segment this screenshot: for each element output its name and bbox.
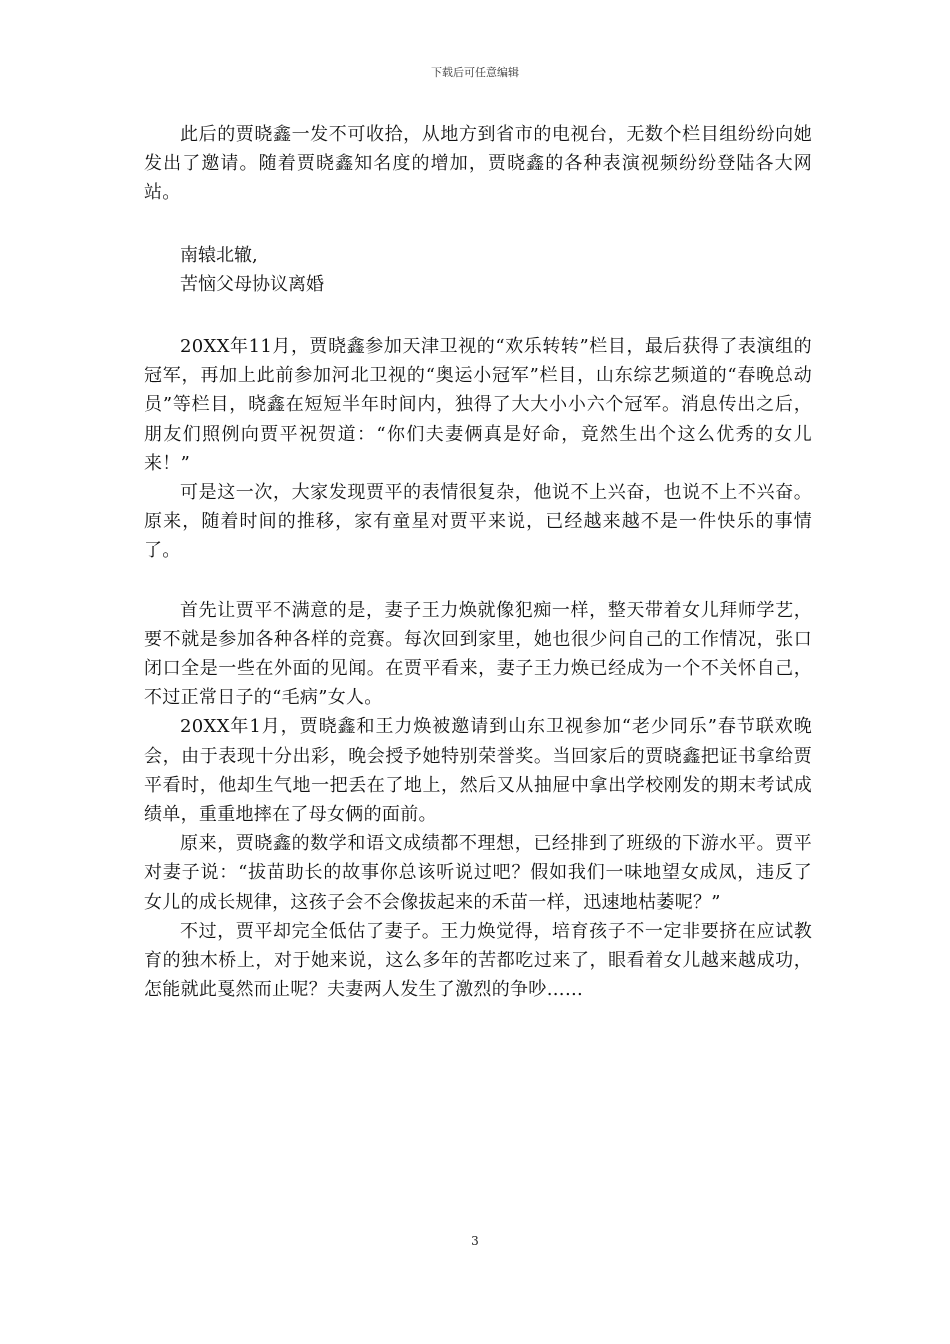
paragraph-4: 首先让贾平不满意的是，妻子王力焕就像犯痴一样，整天带着女儿拜师学艺，要不就是参加各种各样的竞赛。每次回到家里，她也很少问自己的工作情况，张口闭口全是一些在外面的见闻。在贾平看来，妻子王力焕已经成为一个不关怀自己，不过正常日子的“毛病”女人。: [144, 599, 812, 709]
section-subtitle-line-1: 南辕北辙,: [180, 244, 258, 266]
paragraph-2: 20XX年11月，贾晓鑫参加天津卫视的“欢乐转转”栏目，最后获得了表演组的冠军，再加上此前参加河北卫视的“奥运小冠军”栏目，山东综艺频道的“春晚总动员”等栏目，晓鑫在短短半年时间内，独得了大大小小六个冠军。消息传出之后，朋友们照例向贾平祝贺道：“你们夫妻俩真是好命，竟然生出个这么优秀的女儿来！”: [144, 336, 812, 474]
paragraph-5: 20XX年1月，贾晓鑫和王力焕被邀请到山东卫视参加“老少同乐”春节联欢晚会，由于表现十分出彩，晚会授予她特别荣誉奖。当回家后的贾晓鑫把证书拿给贾平看时，他却生气地一把丢在了地上，然后又从抽屉中拿出学校刚发的期末考试成绩单，重重地摔在了母女俩的面前。: [144, 716, 812, 826]
page-number: 3: [471, 1234, 479, 1248]
spacer: [144, 299, 812, 332]
document-body: [144, 120, 812, 1004]
paragraph-6: 原来，贾晓鑫的数学和语文成绩都不理想，已经排到了班级的下游水平。贾平对妻子说：“拔苗助长的故事你总该听说过吧？假如我们一味地望女成凤，违反了女儿的成长规律，这孩子会不会像拔起来的禾苗一样，迅速地枯萎呢？”: [144, 833, 812, 913]
spacer: [144, 566, 812, 596]
page-header: 下载后可任意编辑: [431, 66, 519, 79]
paragraph-7: 不过，贾平却完全低估了妻子。王力焕觉得，培育孩子不一定非要挤在应试教育的独木桥上，对于她来说，这么多年的苦都吃过来了，眼看着女儿越来越成功，怎能就此戛然而止呢？夫妻两人发生了激烈的争吵……: [144, 920, 812, 1001]
paragraph-1: 此后的贾晓鑫一发不可收拾，从地方到省市的电视台，无数个栏目组纷纷向她发出了邀请。随着贾晓鑫知名度的增加，贾晓鑫的各种表演视频纷纷登陆各大网站。: [144, 124, 812, 204]
spacer: [144, 208, 812, 241]
section-subtitle-line-2: 苦恼父母协议离婚: [180, 273, 324, 295]
paragraph-3: 可是这一次，大家发现贾平的表情很复杂，他说不上兴奋，也说不上不兴奋。原来，随着时间的推移，家有童星对贾平来说，已经越来越不是一件快乐的事情了。: [144, 482, 812, 562]
